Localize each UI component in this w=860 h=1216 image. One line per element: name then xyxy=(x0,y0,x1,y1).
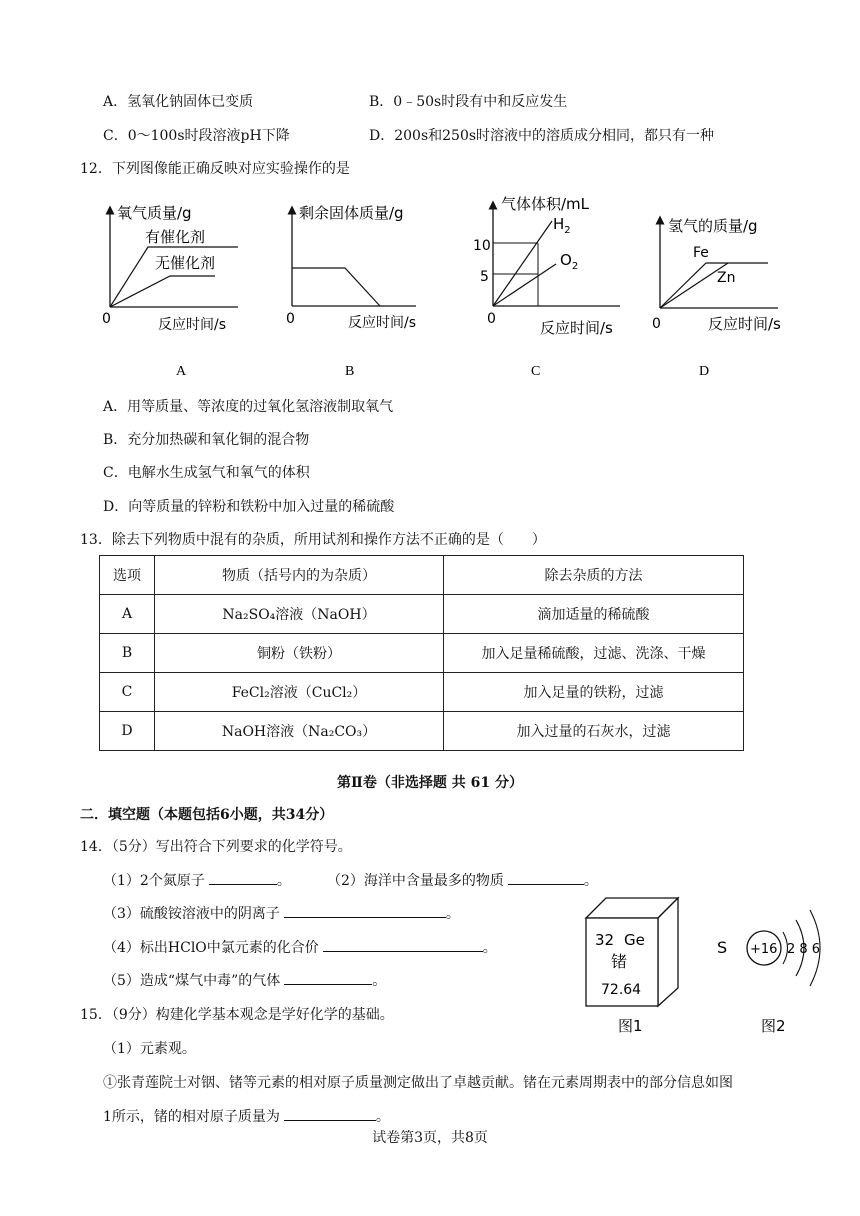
q11-option-b: B．0﹣50s时段有中和反应发生 xyxy=(369,94,568,110)
graph-a-xlabel: 反应时间/s xyxy=(158,317,227,333)
figures-1-2 xyxy=(578,890,838,1035)
graph-d-ylabel: 氢气的质量/g xyxy=(668,217,758,235)
answer-blank[interactable] xyxy=(508,870,584,885)
fig2-nucleus: +16 xyxy=(750,942,778,957)
graph-a-ylabel: 氧气质量/g xyxy=(117,204,192,222)
row-method: 加入足量稀硫酸，过滤、洗涤、干燥 xyxy=(444,634,744,673)
graph-b-origin: 0 xyxy=(286,311,295,327)
graph-d-xlabel: 反应时间/s xyxy=(708,315,781,333)
part2-heading: 二．填空题（本题包括6小题，共34分） xyxy=(80,807,334,823)
fig1-caption: 图1 xyxy=(618,1017,643,1035)
graph-c-xlabel: 反应时间/s xyxy=(540,319,613,337)
graph-b-ylabel: 剩余固体质量/g xyxy=(299,204,404,222)
graph-a-nocatalyst-line xyxy=(110,276,215,307)
answer-blank[interactable] xyxy=(284,1106,376,1121)
graph-c-origin: 0 xyxy=(487,311,496,327)
graph-b-xlabel: 反应时间/s xyxy=(348,315,417,331)
graph-a-line1-label: 有催化剂 xyxy=(145,228,206,246)
graph-b xyxy=(286,204,416,379)
answer-blank[interactable] xyxy=(209,870,277,885)
row-method: 加入足量的铁粉，过滤 xyxy=(444,673,744,712)
q14-sub5: （5）造成“煤气中毒”的气体 。 xyxy=(103,970,386,990)
fig1-mass: 72.64 xyxy=(601,982,642,998)
q12-graphs xyxy=(0,185,860,385)
graph-a-letter: A xyxy=(176,364,187,379)
row-substance: Na₂SO₄溶液（NaOH） xyxy=(155,595,444,634)
fig1-name: 锗 xyxy=(611,952,628,971)
row-substance: FeCl₂溶液（CuCl₂） xyxy=(155,673,444,712)
q14-sub4: （4）标出HClO中氯元素的化合价 。 xyxy=(103,937,497,957)
col-substance-header: 物质（括号内的为杂质） xyxy=(155,556,444,595)
q12-stem: 12．下列图像能正确反映对应实验操作的是 xyxy=(80,161,350,177)
graph-a xyxy=(102,204,238,379)
graph-d xyxy=(652,217,781,379)
fig2-shells: 2 8 6 xyxy=(787,942,821,957)
graph-c-ylabel: 气体体积/mL xyxy=(501,195,590,213)
q12-option-c: C．电解水生成氢气和氧气的体积 xyxy=(103,465,310,481)
graph-a-origin: 0 xyxy=(102,311,111,327)
answer-blank[interactable] xyxy=(284,903,446,918)
graph-d-fe-line xyxy=(660,263,768,308)
fig1-symbol: Ge xyxy=(624,931,645,949)
graph-d-letter: D xyxy=(699,364,710,379)
table-row xyxy=(100,673,744,712)
graph-c-o2-label: $O_2$ xyxy=(560,251,579,272)
table-row xyxy=(100,712,744,751)
q14-sub3: （3）硫酸铵溶液中的阴离子 。 xyxy=(103,903,460,923)
col-method-header: 除去杂质的方法 xyxy=(444,556,744,595)
graph-b-letter: B xyxy=(345,364,355,379)
graph-c xyxy=(473,195,620,379)
q11-option-d: D．200s和250s时溶液中的溶质成分相同，都只有一种 xyxy=(369,128,715,144)
graph-c-h2-line xyxy=(493,221,552,306)
graph-d-fe-label: Fe xyxy=(693,245,709,261)
q15-p1-line2: 1所示，锗的相对原子质量为 。 xyxy=(103,1106,390,1126)
q15-sub1: （1）元素观。 xyxy=(103,1041,196,1057)
section2-title: 第Ⅱ卷（非选择题 共 61 分） xyxy=(337,775,523,791)
table-row xyxy=(100,634,744,673)
fig2-atom-structure xyxy=(717,910,820,986)
graph-c-letter: C xyxy=(531,364,541,379)
table-header-row xyxy=(100,556,744,595)
row-option: D xyxy=(100,712,155,751)
q14-stem: 14．（5分）写出符合下列要求的化学符号。 xyxy=(80,839,352,855)
q12-option-d: D．向等质量的锌粉和铁粉中加入过量的稀硫酸 xyxy=(103,499,395,515)
q15-stem: 15．（9分）构建化学基本观念是学好化学的基础。 xyxy=(80,1007,394,1023)
q15-p1-line1: ①张青莲院士对铟、锗等元素的相对原子质量测定做出了卓越贡献。锗在元素周期表中的部分信息如图 xyxy=(103,1075,733,1091)
row-option: A xyxy=(100,595,155,634)
answer-blank[interactable] xyxy=(323,937,483,952)
graph-c-h2-label: $H_2$ xyxy=(553,215,571,236)
fig2-symbol: S xyxy=(717,938,728,957)
fig1-element-cell xyxy=(586,898,678,1006)
graph-c-tick-5: 5 xyxy=(480,269,489,285)
q13-stem: 13．除去下列物质中混有的杂质，所用试剂和操作方法不正确的是（ ） xyxy=(80,532,546,548)
graph-c-o2-line xyxy=(493,264,556,306)
graph-b-line xyxy=(292,268,380,306)
graph-d-origin: 0 xyxy=(652,316,661,332)
q12-option-b: B．充分加热碳和氧化铜的混合物 xyxy=(103,432,310,448)
row-substance: 铜粉（铁粉） xyxy=(155,634,444,673)
q11-option-c: C．0～100s时段溶液pH下降 xyxy=(103,128,290,144)
fig2-caption: 图2 xyxy=(761,1017,786,1035)
row-method: 滴加适量的稀硫酸 xyxy=(444,595,744,634)
q14-sub2: （2）海洋中含量最多的物质 。 xyxy=(327,870,598,890)
row-substance: NaOH溶液（Na₂CO₃） xyxy=(155,712,444,751)
q14-sub1: （1）2个氮原子 。 xyxy=(103,870,291,890)
q13-table xyxy=(99,555,744,751)
q12-option-a: A．用等质量、等浓度的过氧化氢溶液制取氧气 xyxy=(103,399,394,415)
fig1-atomic-number: 32 xyxy=(595,931,615,949)
page-footer: 试卷第3页，共8页 xyxy=(372,1130,488,1146)
answer-blank[interactable] xyxy=(284,970,372,985)
graph-c-tick-10: 10 xyxy=(473,238,491,254)
row-option: C xyxy=(100,673,155,712)
q11-option-a: A．氢氧化钠固体已变质 xyxy=(103,94,254,110)
graph-a-line2-label: 无催化剂 xyxy=(155,254,216,272)
row-method: 加入过量的石灰水，过滤 xyxy=(444,712,744,751)
graph-d-zn-label: Zn xyxy=(717,270,736,286)
row-option: B xyxy=(100,634,155,673)
col-option-header: 选项 xyxy=(100,556,155,595)
table-row xyxy=(100,595,744,634)
